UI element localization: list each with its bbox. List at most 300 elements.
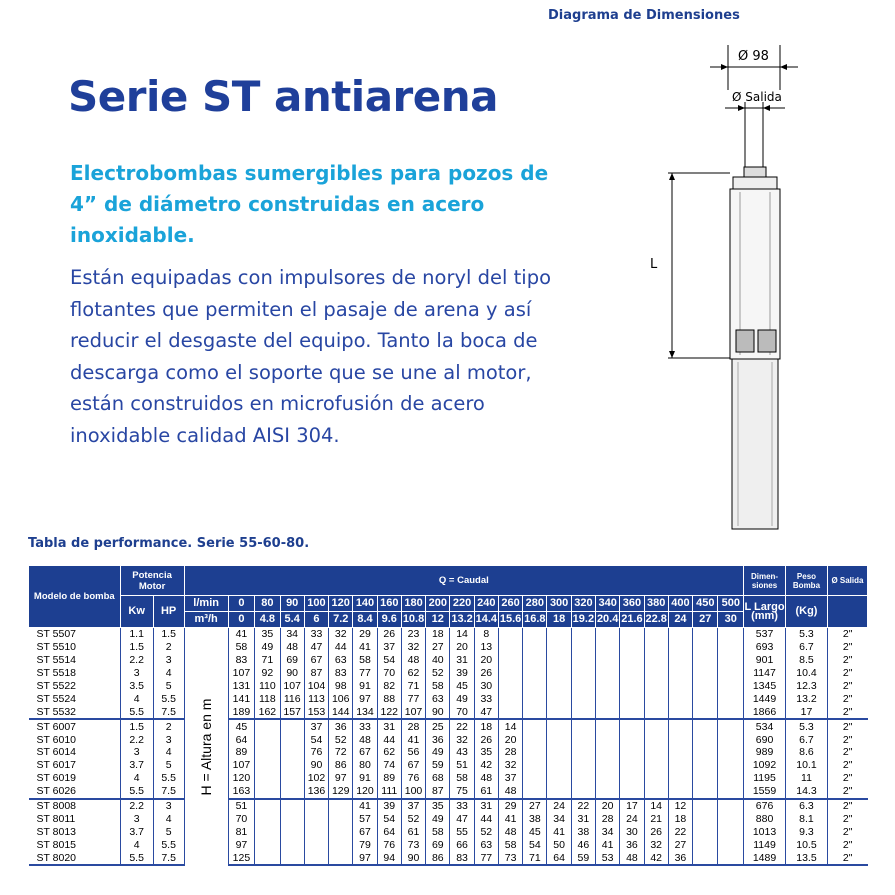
head-value-cell	[571, 680, 595, 693]
head-value-cell: 44	[474, 812, 498, 825]
head-value-cell	[668, 705, 692, 719]
head-value-cell: 30	[620, 825, 644, 838]
flow-lmin-value: 140	[353, 596, 377, 612]
hp-cell: 3	[153, 654, 184, 667]
flow-lmin-value: 260	[498, 596, 522, 612]
flow-lmin-value: 90	[280, 596, 304, 612]
head-value-cell: 32	[450, 733, 474, 746]
head-value-cell	[620, 654, 644, 667]
head-value-cell	[523, 759, 547, 772]
head-value-cell: 144	[329, 705, 353, 719]
head-value-cell	[498, 667, 522, 680]
head-value-cell: 73	[498, 851, 522, 865]
arrow-icon	[763, 105, 770, 111]
head-value-cell	[280, 733, 304, 746]
head-value-cell	[329, 812, 353, 825]
hp-cell: 4	[153, 812, 184, 825]
head-value-cell: 63	[474, 838, 498, 851]
head-value-cell: 107	[228, 759, 254, 772]
head-value-cell: 89	[377, 772, 401, 785]
head-value-cell: 153	[304, 705, 328, 719]
head-value-cell: 18	[668, 812, 692, 825]
head-value-cell: 125	[228, 851, 254, 865]
head-value-cell: 31	[450, 654, 474, 667]
model-cell: ST 8013	[36, 825, 77, 838]
header-power: Potencia Motor	[120, 566, 184, 596]
head-value-cell: 24	[547, 799, 571, 813]
head-value-cell	[571, 654, 595, 667]
head-value-cell: 41	[498, 812, 522, 825]
head-value-cell: 75	[450, 785, 474, 799]
head-value-cell: 41	[401, 733, 425, 746]
head-value-cell	[498, 628, 522, 641]
head-value-cell: 29	[498, 799, 522, 813]
kw-cell: 3.5	[120, 680, 153, 693]
head-value-cell: 91	[353, 680, 377, 693]
outlet-cell: 2"	[827, 733, 867, 746]
head-value-cell	[255, 799, 280, 813]
head-value-cell	[547, 733, 571, 746]
head-value-cell: 70	[377, 667, 401, 680]
table-row	[29, 654, 868, 667]
flow-m3h-value: 13.2	[450, 612, 474, 628]
head-value-cell: 47	[474, 705, 498, 719]
head-value-cell: 28	[401, 719, 425, 733]
head-value-cell	[523, 654, 547, 667]
head-value-cell: 74	[377, 759, 401, 772]
head-value-cell	[255, 772, 280, 785]
head-value-cell	[571, 692, 595, 705]
header-kw: Kw	[120, 596, 153, 628]
head-value-cell	[523, 692, 547, 705]
head-value-cell: 77	[353, 667, 377, 680]
head-value-cell	[596, 654, 620, 667]
outlet-cell: 2"	[827, 838, 867, 851]
table-row	[29, 812, 868, 825]
head-value-cell: 82	[377, 680, 401, 693]
head-value-cell	[329, 851, 353, 865]
outlet-cell: 2"	[827, 851, 867, 865]
table-row	[29, 680, 868, 693]
head-value-cell: 76	[304, 746, 328, 759]
head-value-cell	[620, 641, 644, 654]
head-value-cell	[280, 746, 304, 759]
head-value-cell	[255, 785, 280, 799]
head-value-cell: 89	[228, 746, 254, 759]
page-title: Serie ST antiarena	[68, 72, 498, 121]
flow-lmin-value: 200	[426, 596, 450, 612]
head-value-cell: 106	[329, 692, 353, 705]
head-value-cell: 54	[377, 812, 401, 825]
head-value-cell: 20	[474, 654, 498, 667]
head-value-cell: 136	[304, 785, 328, 799]
weight-cell: 6.7	[786, 641, 828, 654]
table-row	[29, 825, 868, 838]
head-value-cell: 71	[523, 851, 547, 865]
head-value-cell: 107	[401, 705, 425, 719]
flow-lmin-value: 340	[596, 596, 620, 612]
head-value-cell	[644, 654, 668, 667]
head-value-cell	[596, 772, 620, 785]
head-value-cell: 104	[304, 680, 328, 693]
length-cell: 690	[744, 733, 786, 746]
head-value-cell: 80	[353, 759, 377, 772]
length-cell: 880	[744, 812, 786, 825]
head-value-cell	[498, 692, 522, 705]
head-value-cell	[329, 825, 353, 838]
head-value-cell: 62	[401, 667, 425, 680]
head-value-cell	[693, 825, 718, 838]
head-value-cell: 34	[280, 628, 304, 641]
head-value-cell: 73	[401, 838, 425, 851]
head-value-cell	[255, 719, 280, 733]
head-value-cell	[620, 680, 644, 693]
flow-lmin-value: 220	[450, 596, 474, 612]
head-value-cell: 37	[304, 719, 328, 733]
head-value-cell	[571, 772, 595, 785]
head-value-cell: 120	[353, 785, 377, 799]
head-value-cell	[644, 705, 668, 719]
head-value-cell	[329, 799, 353, 813]
head-value-cell	[329, 838, 353, 851]
head-value-cell	[596, 641, 620, 654]
head-value-cell: 23	[401, 628, 425, 641]
head-value-cell: 62	[377, 746, 401, 759]
head-value-cell	[547, 772, 571, 785]
flow-m3h-value: 19.2	[571, 612, 595, 628]
head-value-cell	[596, 719, 620, 733]
head-value-cell: 58	[498, 838, 522, 851]
head-value-cell: 32	[401, 641, 425, 654]
head-value-cell	[718, 733, 744, 746]
kw-cell: 2.2	[120, 733, 153, 746]
head-value-cell: 26	[377, 628, 401, 641]
head-value-cell: 22	[571, 799, 595, 813]
head-value-cell: 64	[547, 851, 571, 865]
head-value-cell: 27	[668, 838, 692, 851]
weight-cell: 14.3	[786, 785, 828, 799]
head-value-cell	[644, 772, 668, 785]
head-value-cell: 48	[353, 733, 377, 746]
head-value-cell: 87	[304, 667, 328, 680]
head-value-cell: 21	[644, 812, 668, 825]
kw-cell: 2.2	[120, 799, 153, 813]
head-value-cell: 29	[353, 628, 377, 641]
table-row	[29, 851, 868, 865]
head-value-cell: 72	[329, 746, 353, 759]
head-value-cell: 39	[377, 799, 401, 813]
head-value-cell	[547, 746, 571, 759]
head-value-cell	[523, 705, 547, 719]
head-value-cell: 18	[426, 628, 450, 641]
outlet-cell: 2"	[827, 825, 867, 838]
head-value-cell: 34	[596, 825, 620, 838]
head-value-cell	[596, 733, 620, 746]
head-value-cell: 66	[450, 838, 474, 851]
model-cell: ST 8015	[36, 838, 77, 851]
head-value-cell	[668, 746, 692, 759]
head-value-cell: 61	[401, 825, 425, 838]
head-value-cell: 59	[426, 759, 450, 772]
head-value-cell: 141	[228, 692, 254, 705]
head-value-cell	[668, 772, 692, 785]
table-row	[29, 746, 868, 759]
flow-lmin-value: 80	[255, 596, 280, 612]
head-value-cell: 49	[255, 641, 280, 654]
head-value-cell: 100	[401, 785, 425, 799]
head-value-cell: 49	[450, 692, 474, 705]
head-value-cell	[620, 759, 644, 772]
model-cell: ST 6019	[36, 772, 77, 785]
pump-intake-right	[758, 330, 776, 352]
head-value-cell	[718, 838, 744, 851]
head-value-cell	[571, 759, 595, 772]
dim-outlet-label: Ø Salida	[732, 90, 782, 104]
head-value-cell: 70	[450, 705, 474, 719]
head-value-cell: 76	[401, 772, 425, 785]
head-value-cell	[693, 785, 718, 799]
head-value-cell: 28	[596, 812, 620, 825]
head-value-cell	[571, 719, 595, 733]
head-value-cell: 30	[474, 680, 498, 693]
head-value-cell	[668, 680, 692, 693]
head-value-cell	[596, 705, 620, 719]
head-value-cell: 36	[329, 719, 353, 733]
flow-m3h-value: 15.6	[498, 612, 522, 628]
head-value-cell: 22	[450, 719, 474, 733]
head-value-cell	[547, 654, 571, 667]
head-value-cell: 18	[474, 719, 498, 733]
head-value-cell: 64	[377, 825, 401, 838]
model-cell: ST 5524	[36, 692, 77, 705]
weight-cell: 9.3	[786, 825, 828, 838]
head-value-cell	[693, 838, 718, 851]
head-value-cell: 63	[426, 692, 450, 705]
head-value-cell: 58	[450, 772, 474, 785]
head-value-cell	[547, 680, 571, 693]
head-value-cell: 111	[377, 785, 401, 799]
length-cell: 989	[744, 746, 786, 759]
head-value-cell	[571, 641, 595, 654]
hp-cell: 1.5	[153, 628, 184, 641]
head-value-cell: 17	[620, 799, 644, 813]
length-cell: 1489	[744, 851, 786, 865]
length-cell: 1195	[744, 772, 786, 785]
head-value-cell: 49	[426, 746, 450, 759]
hp-cell: 3	[153, 799, 184, 813]
flow-m3h-value: 16.8	[523, 612, 547, 628]
flow-lmin-value: 450	[693, 596, 718, 612]
hp-cell: 2	[153, 641, 184, 654]
model-cell: ST 5507	[36, 628, 77, 641]
head-value-cell	[596, 759, 620, 772]
table-row	[29, 641, 868, 654]
kw-cell: 3.7	[120, 825, 153, 838]
table-row	[29, 692, 868, 705]
head-value-cell: 33	[474, 692, 498, 705]
head-value-cell	[523, 785, 547, 799]
head-value-cell	[255, 838, 280, 851]
model-cell: ST 8011	[36, 812, 76, 825]
kw-cell: 1.1	[120, 628, 153, 641]
head-value-cell: 69	[280, 654, 304, 667]
head-value-cell	[523, 667, 547, 680]
head-value-cell: 163	[228, 785, 254, 799]
head-value-cell: 52	[401, 812, 425, 825]
kw-cell: 4	[120, 772, 153, 785]
head-value-cell: 48	[401, 654, 425, 667]
hp-cell: 5	[153, 680, 184, 693]
head-value-cell: 57	[353, 812, 377, 825]
head-value-cell: 27	[523, 799, 547, 813]
head-value-cell: 118	[255, 692, 280, 705]
head-value-cell	[571, 628, 595, 641]
header-length: L Largo (mm)	[744, 596, 786, 628]
head-value-cell: 51	[450, 759, 474, 772]
head-value-cell: 107	[280, 680, 304, 693]
table-row	[29, 799, 868, 813]
head-value-cell	[620, 785, 644, 799]
head-value-cell	[255, 851, 280, 865]
hp-cell: 5	[153, 759, 184, 772]
head-value-cell: 48	[474, 772, 498, 785]
head-value-cell: 37	[377, 641, 401, 654]
head-value-cell	[547, 759, 571, 772]
dim-length-label: L	[650, 257, 658, 272]
outlet-cell: 2"	[827, 785, 867, 799]
model-cell: ST 8008	[36, 800, 77, 813]
head-value-cell: 31	[377, 719, 401, 733]
head-value-cell: 32	[329, 628, 353, 641]
model-cell: ST 5514	[36, 654, 77, 667]
head-value-cell	[693, 719, 718, 733]
head-value-cell: 67	[353, 746, 377, 759]
head-value-cell: 90	[304, 759, 328, 772]
head-value-cell: 25	[426, 719, 450, 733]
head-value-cell	[523, 733, 547, 746]
arrow-icon	[669, 351, 675, 358]
height-axis-label-cell	[184, 628, 228, 866]
head-value-cell: 69	[426, 838, 450, 851]
arrow-icon	[721, 64, 728, 70]
header-outlet: Ø Salida	[827, 566, 867, 596]
head-value-cell: 20	[498, 733, 522, 746]
head-value-cell	[255, 825, 280, 838]
weight-cell: 5.3	[786, 719, 828, 733]
head-value-cell: 77	[401, 692, 425, 705]
head-value-cell: 58	[228, 641, 254, 654]
pump-head	[733, 177, 777, 189]
outlet-cell: 2"	[827, 746, 867, 759]
hp-cell: 7.5	[153, 785, 184, 799]
model-cell: ST 6007	[36, 720, 77, 733]
head-value-cell	[280, 851, 304, 865]
pump-dimension-drawing	[630, 30, 800, 540]
weight-cell: 10.1	[786, 759, 828, 772]
dim-outer-label: Ø 98	[738, 49, 769, 64]
head-value-cell: 107	[228, 667, 254, 680]
head-value-cell: 97	[353, 692, 377, 705]
head-value-cell: 51	[228, 799, 254, 813]
head-value-cell	[668, 692, 692, 705]
head-value-cell	[547, 785, 571, 799]
flow-lmin-value: 300	[547, 596, 571, 612]
head-value-cell	[280, 785, 304, 799]
head-value-cell	[693, 772, 718, 785]
head-value-cell: 39	[450, 667, 474, 680]
head-value-cell: 35	[255, 628, 280, 641]
head-value-cell	[620, 733, 644, 746]
head-value-cell: 49	[426, 812, 450, 825]
head-value-cell: 46	[571, 838, 595, 851]
arrow-icon	[738, 105, 745, 111]
length-cell: 676	[744, 799, 786, 813]
weight-cell: 8.6	[786, 746, 828, 759]
head-value-cell: 55	[450, 825, 474, 838]
head-value-cell	[304, 825, 328, 838]
head-value-cell: 58	[353, 654, 377, 667]
model-cell: ST 6010	[36, 733, 77, 746]
performance-table-title: Tabla de performance. Serie 55-60-80.	[28, 536, 310, 551]
flow-m3h-value: 18	[547, 612, 571, 628]
flow-lmin-value: 120	[329, 596, 353, 612]
head-value-cell	[693, 851, 718, 865]
length-cell: 1147	[744, 667, 786, 680]
head-value-cell: 44	[329, 641, 353, 654]
head-value-cell	[547, 719, 571, 733]
head-value-cell: 41	[547, 825, 571, 838]
head-value-cell	[718, 812, 744, 825]
head-value-cell	[693, 628, 718, 641]
head-value-cell	[668, 719, 692, 733]
outlet-cell: 2"	[827, 641, 867, 654]
head-value-cell	[620, 719, 644, 733]
length-cell: 537	[744, 628, 786, 641]
head-value-cell	[693, 812, 718, 825]
length-cell: 1866	[744, 705, 786, 719]
head-value-cell: 41	[353, 641, 377, 654]
motor-body	[732, 359, 778, 529]
head-value-cell: 45	[228, 719, 254, 733]
head-value-cell: 38	[571, 825, 595, 838]
head-value-cell	[718, 851, 744, 865]
head-value-cell: 52	[426, 667, 450, 680]
outlet-cell: 2"	[827, 812, 867, 825]
head-value-cell: 88	[377, 692, 401, 705]
flow-m3h-value: 27	[693, 612, 718, 628]
head-value-cell	[718, 692, 744, 705]
header-dimensions: Dimen-siones	[744, 566, 786, 596]
head-value-cell	[693, 667, 718, 680]
head-value-cell	[668, 733, 692, 746]
head-value-cell	[547, 641, 571, 654]
table-row	[29, 667, 868, 680]
head-value-cell	[693, 705, 718, 719]
head-value-cell	[596, 692, 620, 705]
head-value-cell: 129	[329, 785, 353, 799]
hp-cell: 2	[153, 719, 184, 733]
head-value-cell: 34	[547, 812, 571, 825]
head-value-cell	[718, 705, 744, 719]
flow-m3h-value: 12	[426, 612, 450, 628]
length-cell: 1345	[744, 680, 786, 693]
head-value-cell: 102	[304, 772, 328, 785]
kw-cell: 5.5	[120, 785, 153, 799]
head-value-cell: 86	[329, 759, 353, 772]
head-value-cell: 24	[620, 812, 644, 825]
head-value-cell: 59	[571, 851, 595, 865]
flow-m3h-value: 8.4	[353, 612, 377, 628]
